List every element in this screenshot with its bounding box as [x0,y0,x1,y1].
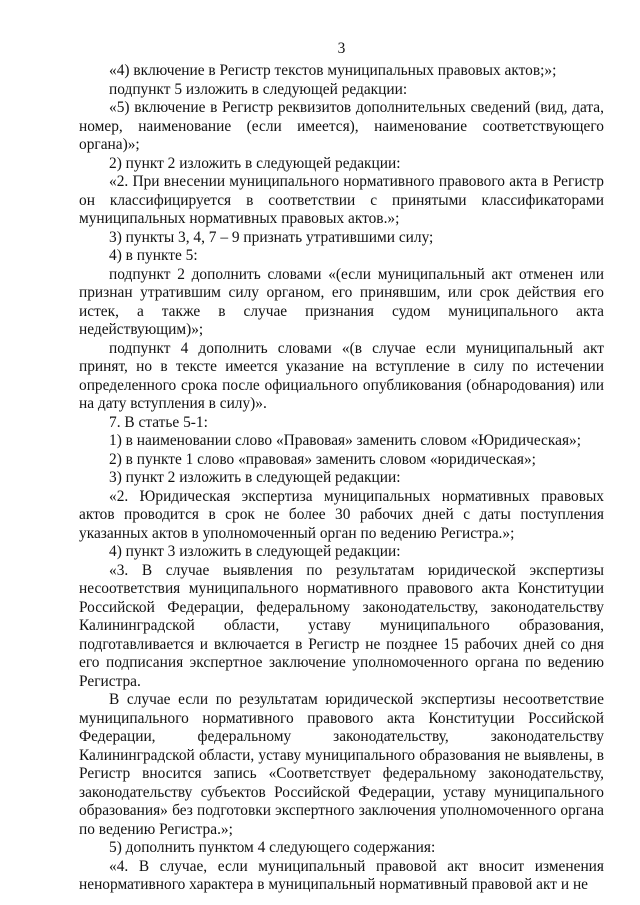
paragraph: подпункт 4 дополнить словами «(в случае если муниципальный акт принят, но в тексте имеется указание на вступление в силу по истечении определенного срока после официального опубликования (обнародования) или на дату вступления в силу)». [79,339,604,412]
paragraph: 1) в наименовании слово «Правовая» заменить словом «Юридическая»; [109,432,581,449]
paragraph: 5) дополнить пунктом 4 следующего содержания: [109,839,436,856]
paragraph: «5) включение в Регистр реквизитов дополнительных сведений (вид, дата, номер, наименование (если имеется), наименование соответствующего органа)»; [79,99,604,153]
paragraph: 4) пункт 3 изложить в следующей редакции: [109,543,401,560]
paragraph: В случае если по результатам юридической экспертизы несоответствие муниципального нормативного правового акта Конституции Российской Федерации, федеральному законодательству, законодательству Калининградской области, уставу муниципального образования не выявлены, в Регистр вносится запись «Соответствует федеральному законодательству, законодательству субъектов Российской Федерации, уставу муниципального образования» без подготовки экспертного заключения уполномоченного органа по ведению Регистра.»; [79,691,604,838]
paragraph: 3) пункт 2 изложить в следующей редакции: [109,469,401,486]
page-number: 3 [337,40,346,57]
paragraph: подпункт 2 дополнить словами «(если муниципальный акт отменен или признан утратившим силу органом, его принявшим, или срок действия его истек, а также в случае признания судом муниципального акта недействующим)»; [79,265,604,338]
paragraph: «4. В случае, если муниципальный правовой акт вносит изменения ненормативного характера в муниципальный нормативный правовой акт и не [79,857,604,893]
paragraph: 2) пункт 2 изложить в следующей редакции: [109,154,401,172]
paragraph: 4) в пункте 5: [109,247,198,264]
paragraph: «2. При внесении муниципального нормативного правового акта в Регистр он классифицируется в соответствии с принятыми классификаторами муниципальных нормативных правовых актов.»; [79,173,604,227]
paragraph: «2. Юридическая экспертиза муниципальных нормативных правовых актов проводится в срок не более 30 рабочих дней с даты поступления указанных актов в уполномоченный орган по ведению Регистра.»; [79,487,604,542]
paragraph: подпункт 5 изложить в следующей редакции: [109,80,408,98]
paragraph: 3) пункты 3, 4, 7 – 9 признать утратившими силу; [109,228,434,246]
paragraph: 7. В статье 5-1: [109,413,208,431]
paragraph: 2) в пункте 1 слово «правовая» заменить словом «юридическая»; [109,450,536,468]
paragraph: «4) включение в Регистр текстов муниципальных правовых актов;»; [109,62,557,79]
paragraph: «3. В случае выявления по результатам юридической экспертизы несоответствия муниципального нормативного правового акта Конституции Российской Федерации, федеральному законодательству, законодательству Калининградской области, уставу муниципального образования, подготавливается и включается в Регистр не позднее 15 рабочих дней со дня его подписания экспертное заключение уполномоченного органа по ведению Регистра. [79,561,604,690]
